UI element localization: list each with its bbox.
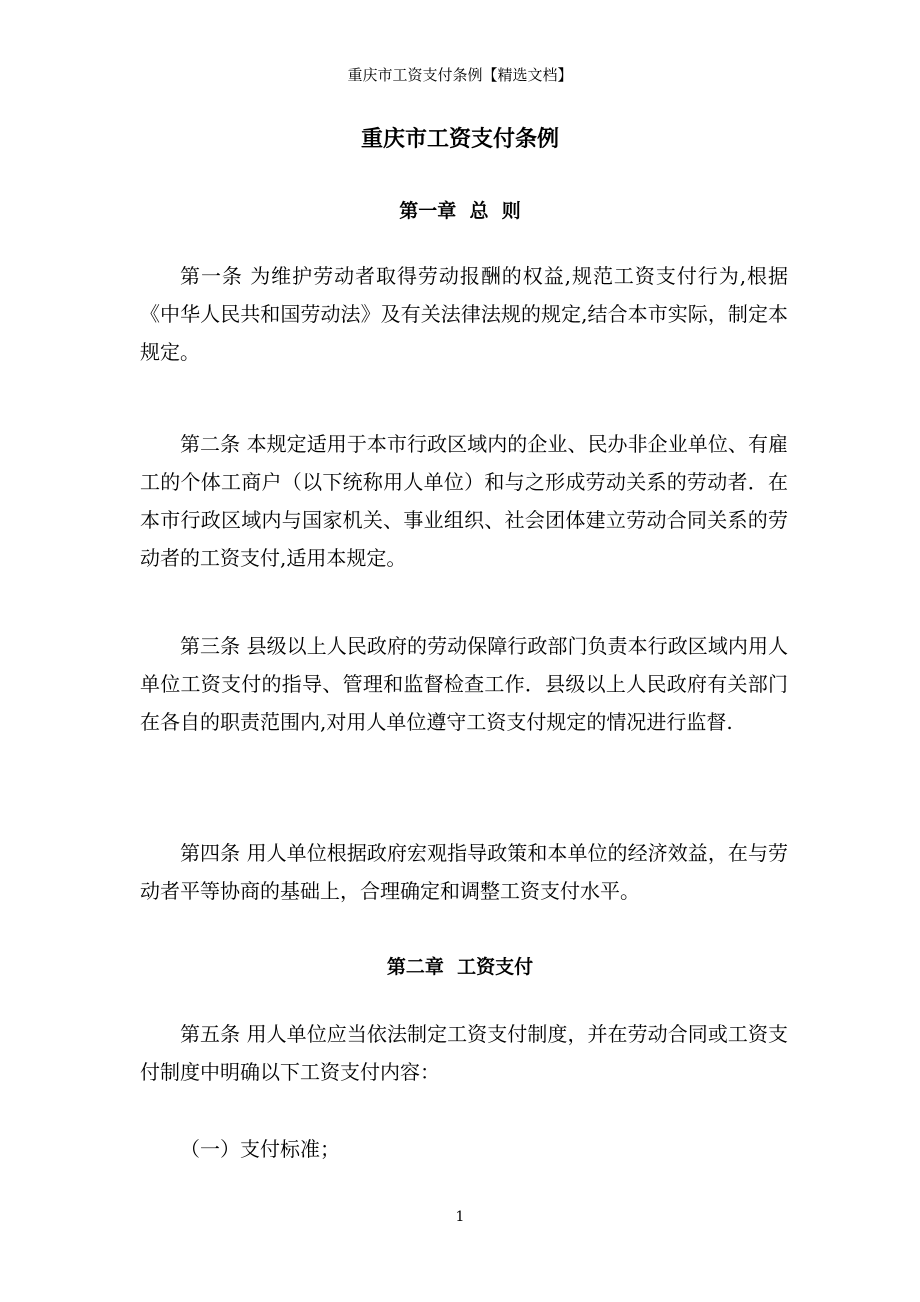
- document-title: 重庆市工资支付条例: [360, 127, 559, 152]
- article-5: 第五条 用人单位应当依法制定工资支付制度，并在劳动合同或工资支付制度中明确以下工资支付内容：: [140, 1022, 788, 1084]
- running-header: 重庆市工资支付条例【精选文档】: [347, 66, 573, 84]
- list-item-1: （一）支付标准；: [180, 1137, 340, 1161]
- article-1: 第一条 为维护劳动者取得劳动报酬的权益,规范工资支付行为,根据《中华人民共和国劳动法》及有关法律法规的规定,结合本市实际，制定本规定。: [140, 264, 788, 364]
- article-3: 第三条 县级以上人民政府的劳动保障行政部门负责本行政区域内用人单位工资支付的指导、管理和监督检查工作．县级以上人民政府有关部门在各自的职责范围内,对用人单位遵守工资支付规定的情况进行监督.: [140, 634, 788, 734]
- chapter-1-heading: 第一章 总 则: [399, 200, 521, 222]
- article-4: 第四条 用人单位根据政府宏观指导政策和本单位的经济效益，在与劳动者平等协商的基础上，合理确定和调整工资支付水平。: [140, 841, 788, 903]
- chapter-2-heading: 第二章 工资支付: [386, 956, 534, 978]
- page-number: 1: [455, 1209, 465, 1225]
- article-2: 第二条 本规定适用于本市行政区域内的企业、民办非企业单位、有雇工的个体工商户（以下统称用人单位）和与之形成劳动关系的劳动者．在本市行政区域内与国家机关、事业组织、社会团体建立劳动合同关系的劳动者的工资支付,适用本规定。: [140, 432, 788, 570]
